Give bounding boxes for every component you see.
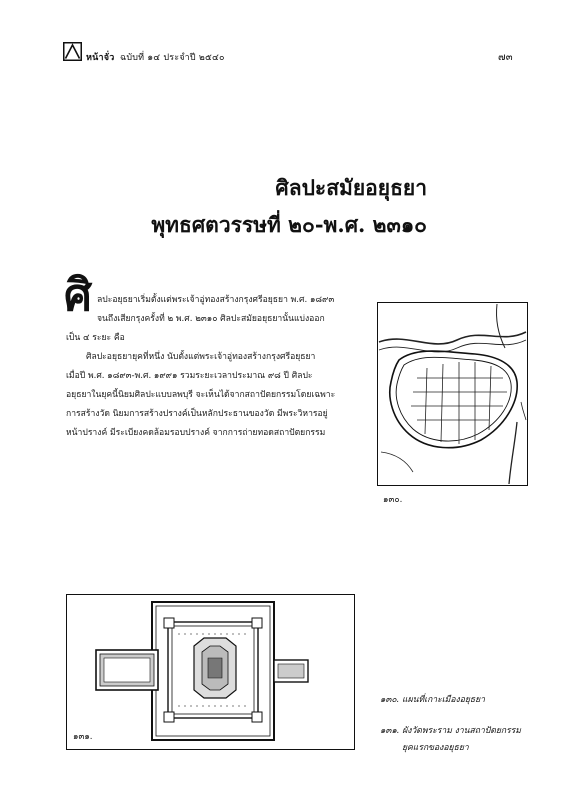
body-line: ลปะอยุธยาเริ่มตั้งแต่พระเจ้าอู่ทองสร้างกรุงศรีอยุธยา พ.ศ. ๑๘๙๓	[97, 295, 335, 305]
drop-cap: ศิ	[64, 270, 92, 321]
map-figure-label: ๑๓๐.	[383, 495, 403, 505]
article-title-line1: ศิลปะสมัยอยุธยา	[275, 175, 427, 200]
body-line: หน้าปรางค์ มีระเบียงคดล้อมรอบปรางค์ จากการถ่ายทอดสถาปัตยกรรม	[66, 428, 326, 438]
magazine-name: หน้าจั่ว	[86, 53, 115, 63]
body-line: จนถึงเสียกรุงครั้งที่ ๒ พ.ศ. ๒๓๑๐ ศิลปะสมัยอยุธยานั้นแบ่งออก	[97, 314, 325, 324]
caption-figure-131: ๑๓๑. ผังวัดพระราม งานสถาปัตยกรรม	[380, 726, 521, 736]
magazine-logo-icon	[63, 42, 82, 61]
body-line: ศิลปะอยุธยายุคที่หนึ่ง นับตั้งแต่พระเจ้าอู่ทองสร้างกรุงศรีอยุธยา	[86, 352, 316, 362]
article-title-line2: พุทธศตวรรษที่ ๒๐-พ.ศ. ๒๓๑๐	[151, 212, 427, 237]
ayutthaya-map-figure	[377, 302, 528, 486]
body-line: เป็น ๔ ระยะ คือ	[66, 333, 125, 343]
caption-figure-131-cont: ยุคแรกของอยุธยา	[402, 743, 469, 753]
plan-figure-label: ๑๓๑.	[73, 732, 93, 742]
body-line: อยุธยาในยุคนี้นิยมศิลปะแบบลพบุรี จะเห็นได้จากสถาปัตยกรรมโดยเฉพาะ	[66, 390, 336, 400]
body-line: เมื่อปี พ.ศ. ๑๘๙๓-พ.ศ. ๑๙๙๑ รวมระยะเวลาประมาณ ๙๘ ปี ศิลปะ	[66, 371, 313, 381]
page-number: ๗๓	[498, 52, 513, 63]
caption-figure-130: ๑๓๐. แผนที่เกาะเมืองอยุธยา	[380, 695, 485, 705]
body-line: การสร้างวัด นิยมการสร้างปรางค์เป็นหลักประธานของวัด มีพระวิหารอยู่	[66, 409, 328, 419]
issue-info: ฉบับที่ ๑๔ ประจำปี ๒๕๔๐	[120, 53, 225, 63]
wat-phra-ram-plan-figure	[66, 594, 355, 750]
